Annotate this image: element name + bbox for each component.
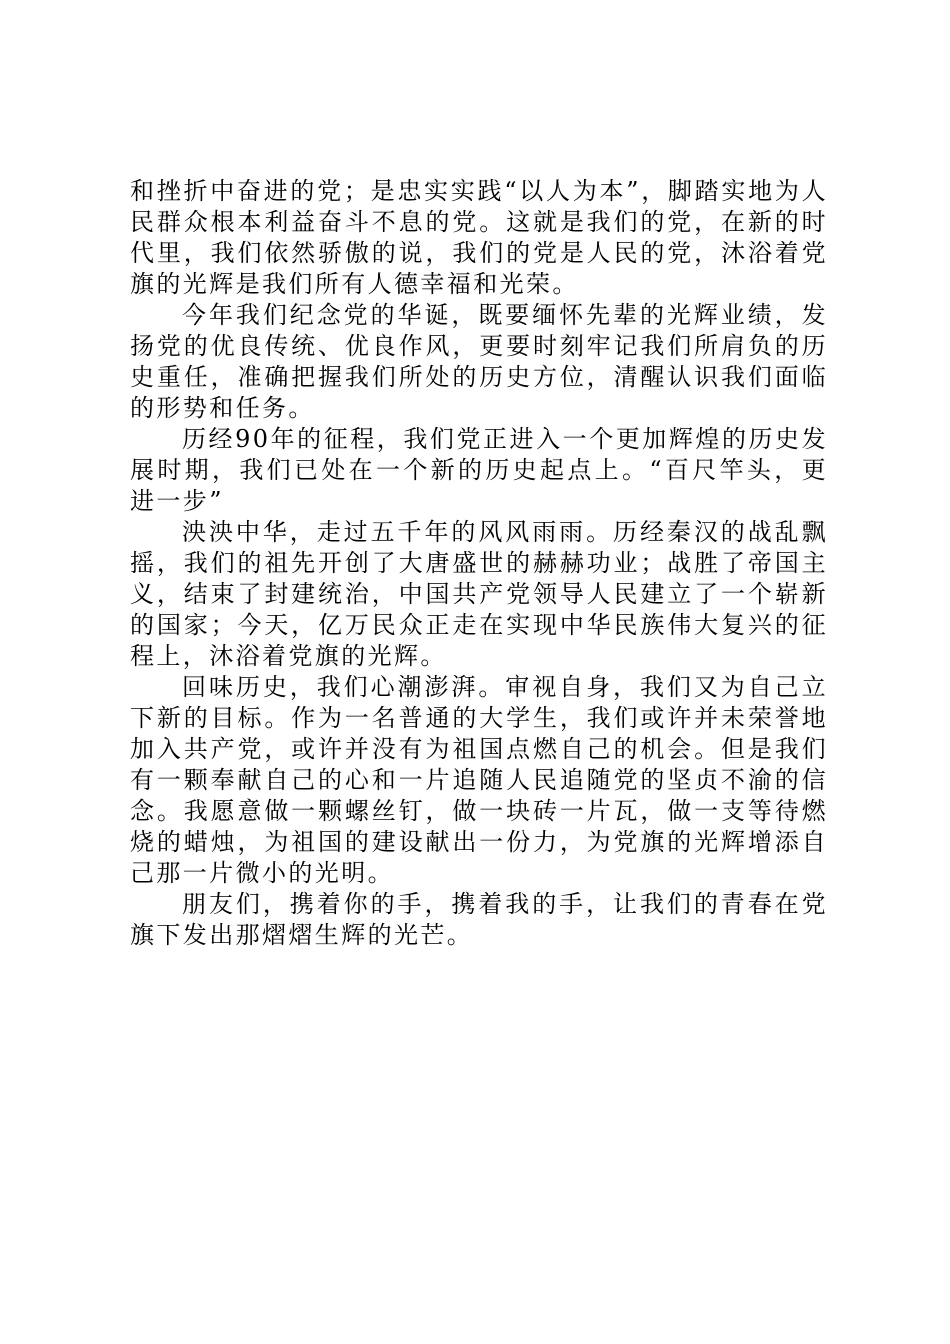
paragraph: 历经90年的征程，我们党正进入一个更加辉煌的历史发展时期，我们已处在一个新的历史起点上。“百尺竿头，更进一步” [130, 425, 828, 515]
paragraph: 朋友们，携着你的手，携着我的手，让我们的青春在党旗下发出那熠熠生辉的光芒。 [130, 890, 828, 949]
paragraph-continuation: 和挫折中奋进的党；是忠实实践“以人为本”，脚踏实地为人民群众根本利益奋斗不息的党。这就是我们的党，在新的时代里，我们依然骄傲的说，我们的党是人民的党，沐浴着党旗的光辉是我们所有人德幸福和光荣。 [130, 177, 828, 298]
paragraph: 回味历史，我们心潮澎湃。审视自身，我们又为自己立下新的目标。作为一名普通的大学生，我们或许并未荣誉地加入共产党，或许并没有为祖国点燃自己的机会。但是我们有一颗奉献自己的心和一片追随人民追随党的坚贞不渝的信念。我愿意做一颗螺丝钉，做一块砖一片瓦，做一支等待燃烧的蜡烛，为祖国的建设献出一份力，为党旗的光辉增添自己那一片微小的光明。 [130, 673, 828, 887]
paragraph: 泱泱中华，走过五千年的风风雨雨。历经秦汉的战乱飘摇，我们的祖先开创了大唐盛世的赫赫功业；战胜了帝国主义，结束了封建统治，中国共产党领导人民建立了一个崭新的国家；今天，亿万民众正走在实现中华民族伟大复兴的征程上，沐浴着党旗的光辉。 [130, 518, 828, 670]
document-body [130, 176, 828, 951]
paragraph: 今年我们纪念党的华诞，既要缅怀先辈的光辉业绩，发扬党的优良传统、优良作风，更要时刻牢记我们所肩负的历史重任，准确把握我们所处的历史方位，清醒认识我们面临的形势和任务。 [130, 301, 828, 422]
